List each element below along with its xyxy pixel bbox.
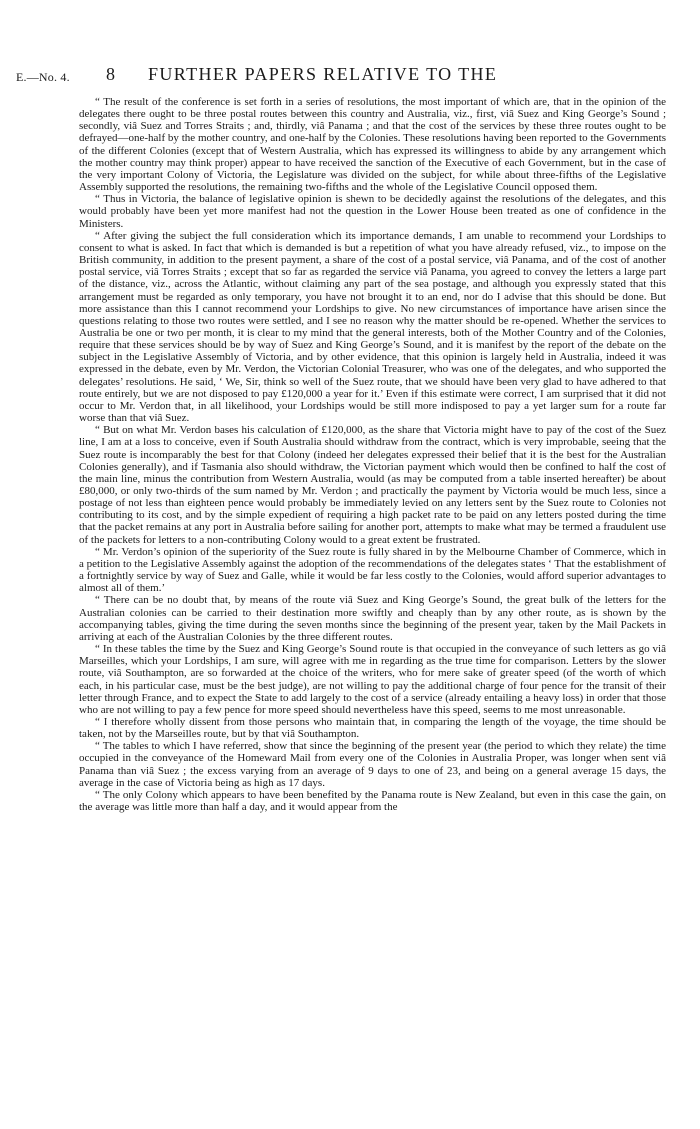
paragraph: “ After giving the subject the full consideration which its importance demands, I am unable to recommend your Lordships to consent to what is asked. In fact that which is demanded is but a repetition of what you have already refused, viz., to impose on the British community, in addition to the present payment, a share of the cost of a postal service, viâ Panama, and of the cost of another postal service, viâ Torres Straits ; except that so far as regarded the service viâ Panama, you agreed to convey the letters a large part of the distance, viz., across the Atlantic, without claiming any part of the sea postage, and although you expressly stated that this arrangement must be regarded as only temporary, you have not brought it to an end, nor do I advise that this should be done. But more assistance than this I cannot recommend your Lordships to give. No new circumstances of importance have arisen since the questions relating to those two routes were settled, and I see no reason why the matter should be re-opened. Whether the services to Australia be one or two per month, it is clear to my mind that the general interests, both of the Mother Country and of the Colonies, require that these services should be by way of Suez and King George’s Sound, and it is manifest by the report of the debate on the subject in the Legislative Assembly of Victoria, and by other evidence, that this opinion is largely held in Australia, indeed it was expressed in the debate, even by Mr. Verdon, the Victorian Colonial Treasurer, who was one of the delegates, and who supported the delegates’ resolutions. He said, ‘ We, Sir, think so well of the Suez route, that we should have been very glad to have adhered to that route entirely, but we are not disposed to pay £120,000 a year for it.’ Even if this estimate were correct, I am surprised that it did not occur to Mr. Verdon that, in all likelihood, your Lordships would be still more indisposed to pay a yet larger sum for a route far worse than that viâ Suez.: [79, 229, 666, 425]
paragraph: “ But on what Mr. Verdon bases his calculation of £120,000, as the share that Victoria might have to pay of the cost of the Suez line, I am at a loss to conceive, even if South Australia should withdraw from the contract, which is very improbable, seeing that the Suez route is incomparably the best for that Colony (indeed her delegates expressed their belief that it is the best for the Australian Colonies generally), and if Tasmania also should withdraw, the Victorian payment which would then be confined to half the cost of the main line, minus the contribution from Western Australia, would (as may be computed from a table inserted hereafter) be about £80,000, or only two-thirds of the sum named by Mr. Verdon ; and practically the payment by Victoria would be much less, since a postage of not less than eighteen pence would probably be immediately levied on any letters sent by the Suez route to Colonies not contributing to its cost, and by the simple expedient of requiring a high packet rate to be paid on any letters posted during the time that the packet remains at any port in Australia before sailing for another port, attempts to make what may be termed a fraudulent use of the packets for letters to a non-contributing Colony would to a great extent be frustrated.: [79, 424, 666, 546]
paragraph: “ Thus in Victoria, the balance of legislative opinion is shewn to be decidedly against the resolutions of the delegates, and this would probably have been yet more manifest had not the question in the Lower House been treated as one of confidence in the Ministers.: [79, 193, 666, 230]
document-reference: E.—No. 4.: [16, 70, 70, 84]
paragraph: “ The result of the conference is set forth in a series of resolutions, the most important of which are, that in the opinion of the delegates there ought to be three postal routes between this country and Australia, viz., first, viâ Suez and King George’s Sound ; secondly, viâ Suez and Torres Straits ; and, thirdly, viâ Panama ; and that the cost of the services by these three routes ought to be defrayed—one-half by the mother country, and one-half by the Colonies. These resolutions having been reported to the Governments of the different Colonies (except that of Western Australia, which has expressed its willingness to abide by any arrangement which the mother country may think proper) appear to have received the sanction of the Executive of each Government, but in the case of the very important Colony of Victoria, the Legislature was divided on the subject, for while about three-fifths of the Legislative Assembly supported the resolutions, the remaining two-fifths and the whole of the Legislative Council opposed them.: [79, 96, 666, 194]
paragraph: “ I therefore wholly dissent from those persons who maintain that, in comparing the length of the voyage, the time should be taken, not by the Marseilles route, but by that viâ Southampton.: [79, 715, 666, 741]
paragraph: “ There can be no doubt that, by means of the route viâ Suez and King George’s Sound, the great bulk of the letters for the Australian colonies can be carried to their destination more swiftly and cheaply than by any other route, as is shown by the accompanying tables, giving the time during the seven months since the beginning of the present year, taken by the Mail Packets in arriving at each of the Australian Colonies by the three different routes.: [79, 594, 666, 643]
page-header: [16, 64, 670, 88]
page-number: 8: [106, 64, 115, 84]
paragraph: “ In these tables the time by the Suez and King George’s Sound route is that occupied in the conveyance of such letters as go viâ Marseilles, which your Lordships, I am sure, will agree with me in regarding as the true time for comparison. Letters by the slower route, viâ Southampton, are so forwarded at the choice of the writers, who for mere sake of greater speed (of the worth of which each, in his particular case, must be the best judge), are not willing to pay the additional charge of four pence for the transit of their letter through France, and to expect the State to add largely to the cost of a service (already entailing a heavy loss) in order that those who are not willing to pay a few pence for more speed should nevertheless have this speed, seems to me most unreasonable.: [79, 643, 666, 716]
paragraph: “ The only Colony which appears to have been benefited by the Panama route is New Zealand, but even in this case the gain, on the average was little more than half a day, and it would appear from the: [79, 788, 666, 814]
paragraph: “ Mr. Verdon’s opinion of the superiority of the Suez route is fully shared in by the Melbourne Chamber of Commerce, which in a petition to the Legislative Assembly against the adoption of the recommendations of the delegates states ‘ That the establishment of a fortnightly service by way of Suez and Galle, while it would be far less costly to the Colonies, would afford superior advantages to almost all of them.’: [79, 545, 666, 595]
paragraph: “ The tables to which I have referred, show that since the beginning of the present year (the period to which they relate) the time occupied in the conveyance of the Homeward Mail from every one of the Colonies in Australia Proper, was longer when sent viâ Panama than viâ Suez ; the excess varying from an average of 9 days to one of 23, and being on a general average 15 days, the average in the case of Victoria being as high as 17 days.: [79, 740, 666, 789]
body-text: [79, 96, 666, 813]
running-title: FURTHER PAPERS RELATIVE TO THE: [148, 64, 498, 84]
